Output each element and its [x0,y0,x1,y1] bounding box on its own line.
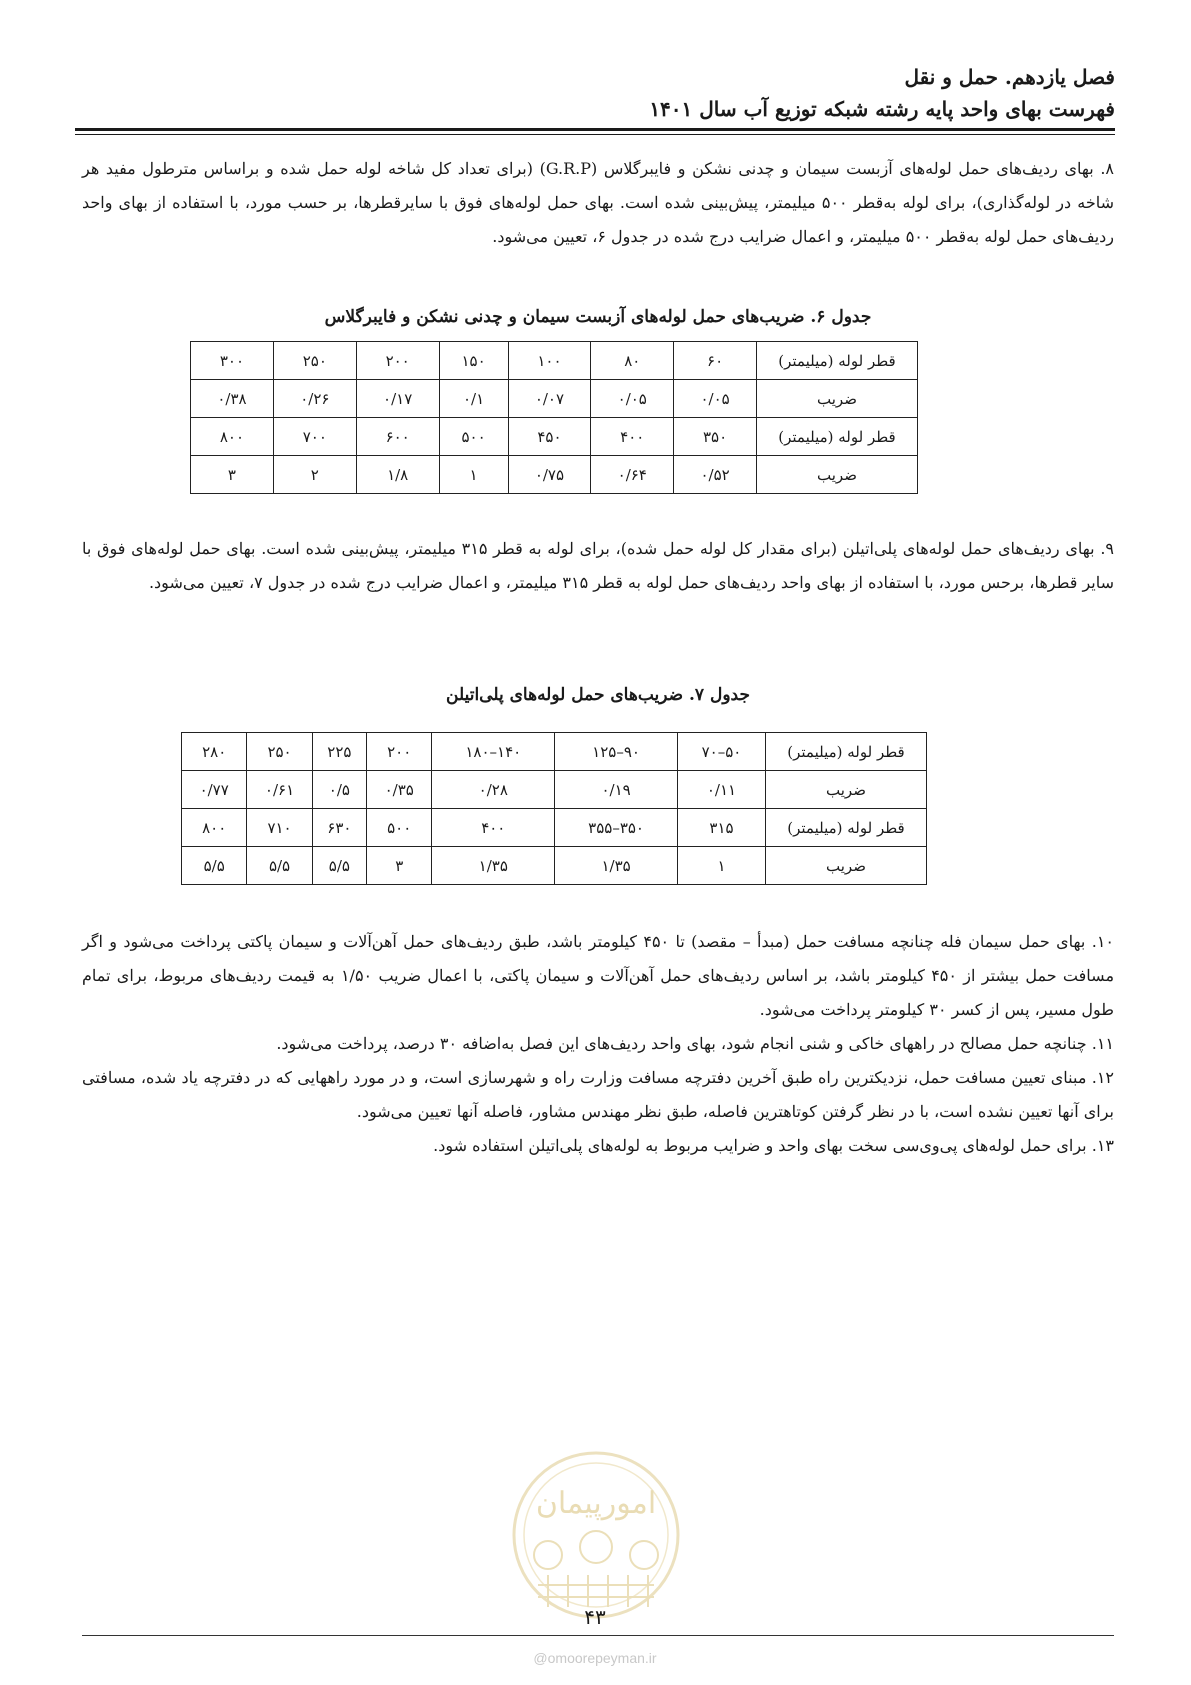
table-cell: ۱/۳۵ [555,847,678,885]
table-row [191,380,918,418]
table-cell: ۳ [191,456,274,494]
table-cell: ۱/۸ [356,456,439,494]
table-cell: ۲ [273,456,356,494]
table-cell: ۲۵۰ [273,342,356,380]
paragraph-8 [82,152,1114,254]
table-cell: ۶۰ [674,342,757,380]
table-cell: ۰/۳۵ [367,771,432,809]
table-cell: ۰/۱۹ [555,771,678,809]
row-header-cell: قطر لوله (میلیمتر) [766,733,927,771]
table-cell: ۵/۵ [312,847,366,885]
paragraph-text: ۹. بهای ردیف‌های حمل لوله‌های پلی‌اتیلن (برای مقدار کل لوله حمل شده)، برای لوله به قطر ۳۱۵ میلیمتر، پیش‌بینی شده است. بهای حمل لوله‌های فوق با سایر قطرها، برحس مورد، با استفاده از بهای واحد ردیف‌های حمل لوله به قطر ۳۱۵ میلیمتر، و اعمال ضرایب درج شده در جدول ۷، تعیین می‌شود. [82,539,1115,592]
table-row [182,847,927,885]
table-cell: ۵/۵ [182,847,247,885]
header-rule-thick [75,128,1115,131]
table-cell: ۱ [439,456,508,494]
row-header-cell: قطر لوله (میلیمتر) [757,418,918,456]
table-cell: ۲۸۰ [182,733,247,771]
table-cell: ۷۰۰ [273,418,356,456]
table6-caption: جدول ۶. ضریب‌های حمل لوله‌های آزبست سیمان و چدنی نشکن و فایبرگلاس [324,307,872,327]
table-row [182,771,927,809]
paragraph-text: ۸. بهای ردیف‌های حمل لوله‌های آزبست سیمان و چدنی نشکن و فایبرگلاس (G.R.P) (برای تعداد کل شاخه لوله حمل شده و براساس مترطول مفید هر شاخه در لوله‌گذاری)، برای لوله به‌قطر ۵۰۰ میلیمتر، پیش‌بینی شده است. بهای حمل لوله‌های فوق با سایرقطرها، بر حسب مورد، با استفاده از بهای واحد ردیف‌های حمل لوله به‌قطر ۵۰۰ میلیمتر، و اعمال ضرایب درج شده در جدول ۶، تعیین می‌شود. [82,159,1115,246]
footer-rule [82,1635,1114,1636]
table-cell: ۴۰۰ [432,809,555,847]
table-cell: ۲۵۰ [247,733,312,771]
table-cell: ۸۰ [591,342,674,380]
table-row [182,809,927,847]
table-cell: ۱/۳۵ [432,847,555,885]
table6 [190,341,918,494]
row-header-cell: ضریب [757,456,918,494]
table-cell: ۴۵۰ [508,418,591,456]
table7 [181,732,927,885]
table-cell: ۰/۷۵ [508,456,591,494]
table-cell: ۵۰–۷۰ [677,733,765,771]
chapter-title: فصل یازدهم. حمل و نقل [904,65,1115,89]
table-row [191,456,918,494]
table-cell: ۸۰۰ [182,809,247,847]
table-cell: ۳۰۰ [191,342,274,380]
table-cell: ۰/۱۱ [677,771,765,809]
table-row [182,733,927,771]
table-cell: ۵۰۰ [439,418,508,456]
table-cell: ۰/۱۷ [356,380,439,418]
table7-caption: جدول ۷. ضریب‌های حمل لوله‌های پلی‌اتیلن [446,685,750,705]
table-cell: ۳ [367,847,432,885]
table-cell: ۶۳۰ [312,809,366,847]
table-cell: ۳۵۰ [674,418,757,456]
paragraph-11: ۱۱. چنانچه حمل مصالح در راههای خاکی و شنی انجام شود، بهای واحد ردیف‌های این فصل به‌اضافه ۳۰ درصد، پرداخت می‌شود. [276,1034,1114,1053]
paragraphs-10-13 [82,925,1114,1163]
table-cell: ۰/۰۷ [508,380,591,418]
table-cell: ۵/۵ [247,847,312,885]
table-cell: ۱۴۰–۱۸۰ [432,733,555,771]
table-cell: ۰/۶۱ [247,771,312,809]
seal-lettering: امورپیمان [535,1486,657,1521]
table-cell: ۲۲۵ [312,733,366,771]
row-header-cell: ضریب [757,380,918,418]
table-cell: ۲۰۰ [367,733,432,771]
paragraph-9 [82,532,1114,600]
table-cell: ۰/۵۲ [674,456,757,494]
table-cell: ۹۰–۱۲۵ [555,733,678,771]
row-header-cell: ضریب [766,771,927,809]
table-cell: ۰/۲۶ [273,380,356,418]
table-cell: ۰/۵ [312,771,366,809]
page-number: ۴۳ [584,1605,606,1629]
table-cell: ۱ [677,847,765,885]
header-rule-thin [75,134,1115,135]
table-cell: ۴۰۰ [591,418,674,456]
row-header-cell: قطر لوله (میلیمتر) [757,342,918,380]
table-cell: ۰/۷۷ [182,771,247,809]
row-header-cell: قطر لوله (میلیمتر) [766,809,927,847]
paragraph-12: ۱۲. مبنای تعیین مسافت حمل، نزدیکترین راه طبق آخرین دفترچه مسافت وزارت راه و شهرسازی است، و در مورد راههایی که در دفترچه یاد شده، مسافتی برای آنها تعیین نشده است، با در نظر گرفتن کوتاهترین فاصله، طبق نظر مهندس مشاور، فاصله آنها تعیین می‌شود. [82,1068,1114,1121]
table-cell: ۰/۲۸ [432,771,555,809]
table-row [191,342,918,380]
website-watermark: @omoorepeyman.ir [533,1650,657,1666]
table-cell: ۰/۰۵ [674,380,757,418]
document-subtitle: فهرست بهای واحد پایه رشته شبکه توزیع آب سال ۱۴۰۱ [649,97,1115,121]
table-cell: ۰/۰۵ [591,380,674,418]
table-cell: ۷۱۰ [247,809,312,847]
table-cell: ۰/۱ [439,380,508,418]
page-header [80,62,1115,124]
row-header-cell: ضریب [766,847,927,885]
table-cell: ۶۰۰ [356,418,439,456]
table-cell: ۰/۶۴ [591,456,674,494]
table-row [191,418,918,456]
table-cell: ۲۰۰ [356,342,439,380]
table-cell: ۱۰۰ [508,342,591,380]
paragraph-10: ۱۰. بهای حمل سیمان فله چنانچه مسافت حمل (مبدأ – مقصد) تا ۴۵۰ کیلومتر باشد، طبق ردیف‌های حمل آهن‌آلات و سیمان پاکتی پرداخت می‌شود و اگر مسافت حمل بیشتر از ۴۵۰ کیلومتر باشد، بر اساس ردیف‌های حمل آهن‌آلات و سیمان پاکتی، با اعمال ضریب ۱/۵۰ به قیمت ردیف‌های مربوط، برای تمام طول مسیر، پس از کسر ۳۰ کیلومتر پرداخت می‌شود. [82,932,1115,1019]
table-cell: ۰/۳۸ [191,380,274,418]
table-cell: ۵۰۰ [367,809,432,847]
paragraph-13: ۱۳. برای حمل لوله‌های پی‌وی‌سی سخت بهای واحد و ضرایب مربوط به لوله‌های پلی‌اتیلن استفاده شود. [433,1136,1114,1155]
table-cell: ۸۰۰ [191,418,274,456]
table-cell: ۳۵۰–۳۵۵ [555,809,678,847]
table-cell: ۱۵۰ [439,342,508,380]
table-cell: ۳۱۵ [677,809,765,847]
